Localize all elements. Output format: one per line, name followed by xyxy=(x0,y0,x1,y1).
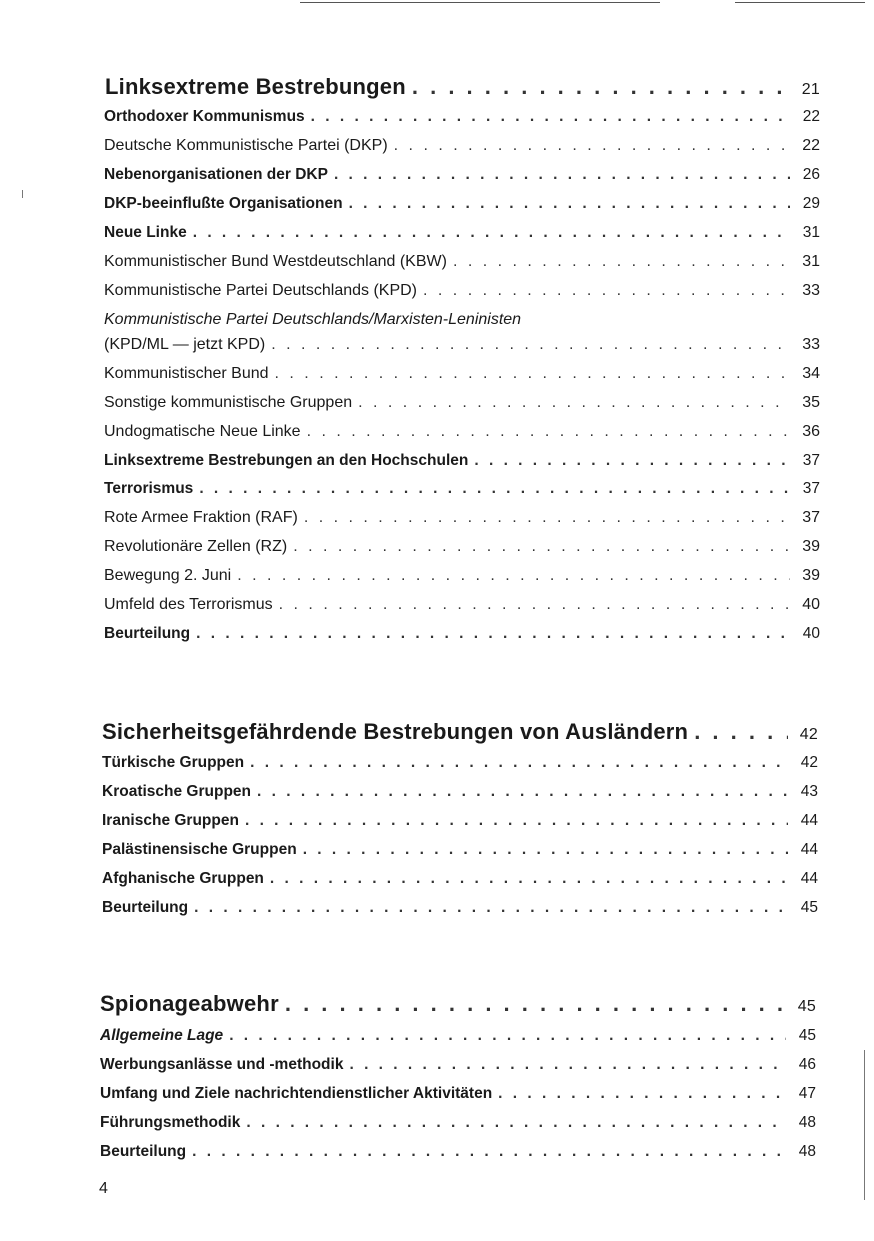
toc-heading[interactable] xyxy=(105,74,820,100)
toc-entry-label: Undogmatische Neue Linke xyxy=(104,423,301,440)
toc-entry[interactable] xyxy=(104,567,820,585)
toc-leader-dots xyxy=(293,538,790,556)
toc-entry-label: Kroatische Gruppen xyxy=(102,783,251,800)
toc-leader-dots xyxy=(498,1085,786,1103)
toc-leader-dots xyxy=(193,224,790,242)
toc-entry[interactable] xyxy=(104,423,820,441)
toc-entry[interactable] xyxy=(104,108,820,126)
toc-entry-label: Beurteilung xyxy=(102,899,189,916)
toc-leader-dots xyxy=(271,336,790,354)
toc-heading[interactable] xyxy=(102,719,818,745)
toc-entry-label: Deutsche Kommunistische Partei (DKP) xyxy=(104,137,388,154)
toc-leader-dots xyxy=(257,783,788,801)
scan-edge-line xyxy=(735,2,865,3)
toc-page-number: 31 xyxy=(802,224,820,241)
toc-heading-label: Sicherheitsgefährdende Bestrebungen von Ausländern xyxy=(102,719,689,744)
toc-entry[interactable] xyxy=(102,783,818,801)
toc-page-number: 37 xyxy=(802,452,820,469)
toc-entry[interactable] xyxy=(102,754,818,772)
toc-entry-label: Sonstige kommunistische Gruppen xyxy=(104,394,353,411)
toc-entry-label: Beurteilung xyxy=(100,1143,187,1160)
toc-page-number: 29 xyxy=(802,195,820,212)
toc-entry[interactable] xyxy=(104,509,820,527)
toc-entry[interactable] xyxy=(100,1143,816,1161)
toc-entry-label: Iranische Gruppen xyxy=(102,812,239,829)
toc-entry-label: Palästinensische Gruppen xyxy=(102,841,297,858)
toc-entry[interactable] xyxy=(104,253,820,271)
toc-leader-dots xyxy=(311,108,790,126)
toc-heading-label: Spionageabwehr xyxy=(100,991,279,1016)
toc-leader-dots xyxy=(423,282,790,300)
toc-page-number: 43 xyxy=(800,783,818,800)
toc-leader-dots xyxy=(453,253,790,271)
toc-entry[interactable] xyxy=(102,899,818,917)
toc-entry[interactable] xyxy=(100,1056,816,1074)
toc-leader-dots xyxy=(285,991,786,1017)
scan-margin-mark xyxy=(22,190,23,198)
toc-entry[interactable] xyxy=(104,282,820,300)
toc-entry-label: Revolutionäre Zellen (RZ) xyxy=(104,538,288,555)
toc-leader-dots xyxy=(199,480,790,498)
toc-page-number: 21 xyxy=(801,81,820,98)
toc-page-number: 40 xyxy=(802,625,820,642)
toc-page-number: 33 xyxy=(802,282,820,299)
scan-margin-mark xyxy=(864,1050,865,1200)
toc-page-number: 45 xyxy=(800,899,818,916)
toc-page-number: 31 xyxy=(802,253,820,270)
toc-page-number: 47 xyxy=(798,1085,816,1102)
toc-leader-dots xyxy=(245,812,788,830)
toc-entry[interactable] xyxy=(100,1114,816,1132)
toc-page-number: 42 xyxy=(799,726,818,743)
toc-entry-label: Neue Linke xyxy=(104,224,187,241)
toc-entry-label: DKP-beeinflußte Organisationen xyxy=(104,195,343,212)
toc-page-number: 45 xyxy=(797,998,816,1015)
toc-page-number: 37 xyxy=(802,480,820,497)
toc-leader-dots xyxy=(304,509,790,527)
toc-leader-dots xyxy=(250,754,788,772)
toc-entry-label: Rote Armee Fraktion (RAF) xyxy=(104,509,298,526)
toc-entry-label: Kommunistischer Bund xyxy=(104,365,269,382)
toc-leader-dots xyxy=(279,596,790,614)
toc-heading-label: Linksextreme Bestrebungen xyxy=(105,74,406,99)
toc-leader-dots xyxy=(194,899,788,917)
toc-page-number: 35 xyxy=(802,394,820,411)
toc-page-number: 44 xyxy=(800,812,818,829)
toc-entry-label: Linksextreme Bestrebungen an den Hochschulen xyxy=(104,452,469,469)
toc-leader-dots xyxy=(358,394,790,412)
toc-leader-dots xyxy=(192,1143,786,1161)
toc-entry-label: Nebenorganisationen der DKP xyxy=(104,166,328,183)
toc-page-number: 39 xyxy=(802,538,820,555)
toc-entry-label: Umfeld des Terrorismus xyxy=(104,596,273,613)
toc-entry-label: Führungsmethodik xyxy=(100,1114,241,1131)
toc-entry-continued-label[interactable]: Kommunistische Partei Deutschlands/Marxisten-Leninisten xyxy=(104,311,522,328)
toc-entry[interactable] xyxy=(104,166,820,184)
scan-edge-line xyxy=(300,2,660,3)
toc-page-number: 48 xyxy=(798,1143,816,1160)
toc-leader-dots xyxy=(303,841,788,859)
toc-page-number: 42 xyxy=(800,754,818,771)
toc-page-number: 48 xyxy=(798,1114,816,1131)
toc-page-number: 26 xyxy=(802,166,820,183)
toc-page-number: 22 xyxy=(802,108,820,125)
toc-page-number: 44 xyxy=(800,870,818,887)
toc-entry[interactable] xyxy=(104,625,820,643)
toc-entry-label: Bewegung 2. Juni xyxy=(104,567,232,584)
toc-leader-dots xyxy=(275,365,790,383)
toc-leader-dots xyxy=(412,74,790,100)
toc-entry[interactable] xyxy=(104,538,820,556)
toc-page-number: 45 xyxy=(798,1027,816,1044)
toc-leader-dots xyxy=(349,1056,786,1074)
toc-entry-label: Türkische Gruppen xyxy=(102,754,245,771)
toc-leader-dots xyxy=(474,452,790,470)
toc-entry-label: Orthodoxer Kommunismus xyxy=(104,108,305,125)
toc-entry[interactable] xyxy=(104,452,820,470)
toc-page-number: 22 xyxy=(802,137,820,154)
toc-heading[interactable] xyxy=(100,991,816,1017)
toc-entry-label: Beurteilung xyxy=(104,625,191,642)
toc-entry[interactable] xyxy=(100,1085,816,1103)
toc-page-number: 37 xyxy=(802,509,820,526)
toc-entry[interactable] xyxy=(104,195,820,213)
toc-leader-dots xyxy=(196,625,790,643)
toc-leader-dots xyxy=(246,1114,786,1132)
toc-leader-dots xyxy=(229,1027,786,1045)
toc-page-number: 36 xyxy=(802,423,820,440)
toc-leader-dots xyxy=(237,567,790,585)
toc-entry-label: Kommunistische Partei Deutschlands (KPD) xyxy=(104,282,418,299)
toc-entry-label: Werbungsanlässe und -methodik xyxy=(100,1056,344,1073)
toc-leader-dots xyxy=(394,137,790,155)
toc-page-number: 44 xyxy=(800,841,818,858)
toc-page-number: 46 xyxy=(798,1056,816,1073)
toc-entry[interactable] xyxy=(100,1027,816,1045)
toc-entry-label: Allgemeine Lage xyxy=(100,1027,224,1044)
toc-page-number: 40 xyxy=(802,596,820,613)
toc-entry[interactable] xyxy=(102,870,818,888)
toc-page-number: 39 xyxy=(802,567,820,584)
toc-entry-label: Umfang und Ziele nachrichtendienstlicher Aktivitäten xyxy=(100,1085,493,1102)
toc-entry[interactable] xyxy=(104,596,820,614)
toc-entry[interactable] xyxy=(104,394,820,412)
toc-entry[interactable] xyxy=(104,365,820,383)
toc-page-number: 34 xyxy=(802,365,820,382)
toc-entry-label: Terrorismus xyxy=(104,480,194,497)
toc-leader-dots xyxy=(334,166,790,184)
toc-leader-dots xyxy=(270,870,788,888)
toc-entry-label: Afghanische Gruppen xyxy=(102,870,264,887)
toc-entry[interactable] xyxy=(104,137,820,155)
toc-leader-dots xyxy=(349,195,790,213)
toc-leader-dots xyxy=(307,423,790,441)
toc-entry-label: Kommunistischer Bund Westdeutschland (KBW) xyxy=(104,253,447,270)
toc-entry[interactable] xyxy=(102,812,818,830)
toc-entry[interactable] xyxy=(104,224,820,242)
toc-leader-dots xyxy=(694,719,788,745)
toc-page-number: 33 xyxy=(802,336,820,353)
toc-entry[interactable] xyxy=(102,841,818,859)
toc-entry-label: (KPD/ML — jetzt KPD) xyxy=(104,336,266,353)
toc-entry[interactable] xyxy=(104,480,820,498)
footer-page-number: 4 xyxy=(99,1180,108,1197)
toc-entry[interactable] xyxy=(104,336,820,354)
